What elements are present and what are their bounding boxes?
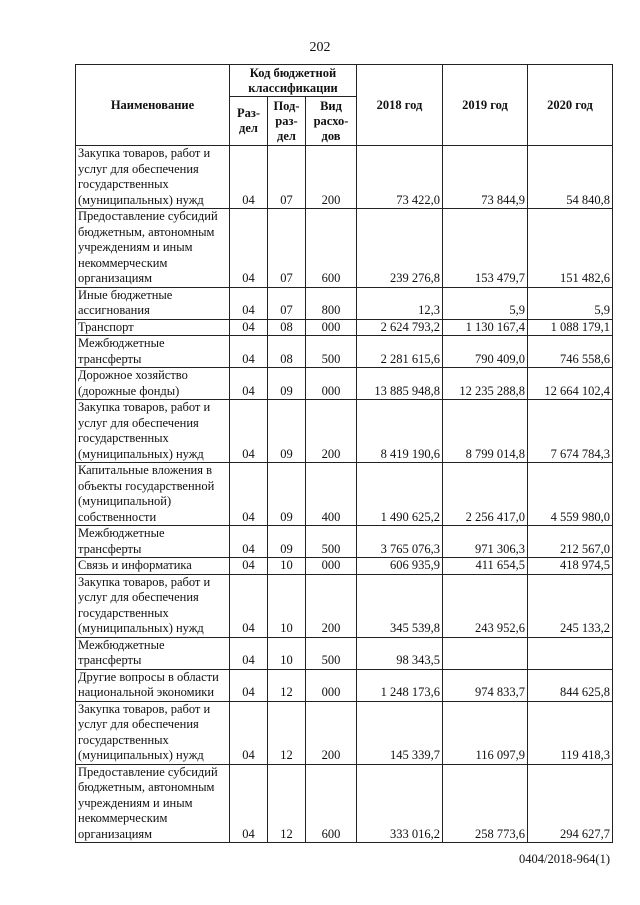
header-classification-code: Код бюджетной классификации (230, 65, 357, 97)
vid-cell: 200 (306, 400, 357, 463)
razdel-cell: 04 (230, 574, 268, 637)
row-name-cell: Предоставление субсидий бюджетным, автономным учреждениям и иным некоммерческим организациям (76, 209, 230, 288)
table-row (76, 574, 613, 637)
row-name-cell: Другие вопросы в области национальной экономики (76, 669, 230, 701)
amount-2020-cell: 151 482,6 (528, 209, 613, 288)
amount-2020-cell: 212 567,0 (528, 526, 613, 558)
amount-2019-cell: 12 235 288,8 (443, 368, 528, 400)
table-row (76, 463, 613, 526)
row-name-cell: Закупка товаров, работ и услуг для обеспечения государственных (муниципальных) нужд (76, 574, 230, 637)
amount-2020-cell: 418 974,5 (528, 558, 613, 575)
amount-2020-cell: 245 133,2 (528, 574, 613, 637)
vid-cell: 800 (306, 287, 357, 319)
podrazdel-cell: 10 (268, 558, 306, 575)
podrazdel-cell: 09 (268, 368, 306, 400)
vid-cell: 500 (306, 637, 357, 669)
podrazdel-cell: 12 (268, 764, 306, 843)
row-name-cell: Связь и информатика (76, 558, 230, 575)
amount-2018-cell: 239 276,8 (357, 209, 443, 288)
amount-2018-cell: 2 624 793,2 (357, 319, 443, 336)
header-name: Наименование (76, 65, 230, 146)
amount-2018-cell: 333 016,2 (357, 764, 443, 843)
vid-cell: 000 (306, 368, 357, 400)
header-2018: 2018 год (357, 65, 443, 146)
podrazdel-cell: 08 (268, 319, 306, 336)
row-name-cell: Капитальные вложения в объекты государственной (муниципальной) собственности (76, 463, 230, 526)
row-name-cell: Закупка товаров, работ и услуг для обеспечения государственных (муниципальных) нужд (76, 400, 230, 463)
row-name-cell: Иные бюджетные ассигнования (76, 287, 230, 319)
budget-table (75, 64, 613, 843)
razdel-cell: 04 (230, 764, 268, 843)
amount-2018-cell: 3 765 076,3 (357, 526, 443, 558)
amount-2020-cell: 4 559 980,0 (528, 463, 613, 526)
amount-2019-cell: 5,9 (443, 287, 528, 319)
podrazdel-cell: 07 (268, 287, 306, 319)
vid-cell: 400 (306, 463, 357, 526)
amount-2019-cell (443, 637, 528, 669)
podrazdel-cell: 12 (268, 669, 306, 701)
amount-2019-cell: 974 833,7 (443, 669, 528, 701)
row-name-cell: Закупка товаров, работ и услуг для обеспечения государственных (муниципальных) нужд (76, 146, 230, 209)
table-row (76, 669, 613, 701)
razdel-cell: 04 (230, 146, 268, 209)
vid-cell: 600 (306, 764, 357, 843)
vid-cell: 200 (306, 701, 357, 764)
vid-cell: 000 (306, 669, 357, 701)
amount-2019-cell: 258 773,6 (443, 764, 528, 843)
razdel-cell: 04 (230, 669, 268, 701)
table-row (76, 368, 613, 400)
amount-2018-cell: 1 248 173,6 (357, 669, 443, 701)
amount-2019-cell: 153 479,7 (443, 209, 528, 288)
podrazdel-cell: 08 (268, 336, 306, 368)
amount-2018-cell: 8 419 190,6 (357, 400, 443, 463)
amount-2019-cell: 243 952,6 (443, 574, 528, 637)
amount-2020-cell: 844 625,8 (528, 669, 613, 701)
row-name-cell: Транспорт (76, 319, 230, 336)
table-row (76, 146, 613, 209)
amount-2020-cell: 7 674 784,3 (528, 400, 613, 463)
page-number: 202 (309, 40, 331, 55)
header-2019: 2019 год (443, 65, 528, 146)
razdel-cell: 04 (230, 526, 268, 558)
podrazdel-cell: 07 (268, 209, 306, 288)
vid-cell: 200 (306, 574, 357, 637)
podrazdel-cell: 09 (268, 400, 306, 463)
podrazdel-cell: 09 (268, 463, 306, 526)
table-row (76, 400, 613, 463)
table-row (76, 209, 613, 288)
vid-cell: 200 (306, 146, 357, 209)
document-code: 0404/2018-964(1) (519, 852, 610, 866)
vid-cell: 000 (306, 319, 357, 336)
table-row (76, 637, 613, 669)
table-row (76, 319, 613, 336)
amount-2018-cell: 345 539,8 (357, 574, 443, 637)
vid-cell: 000 (306, 558, 357, 575)
razdel-cell: 04 (230, 319, 268, 336)
row-name-cell: Закупка товаров, работ и услуг для обеспечения государственных (муниципальных) нужд (76, 701, 230, 764)
row-name-cell: Межбюджетные трансферты (76, 336, 230, 368)
razdel-cell: 04 (230, 287, 268, 319)
amount-2018-cell: 73 422,0 (357, 146, 443, 209)
razdel-cell: 04 (230, 336, 268, 368)
vid-cell: 600 (306, 209, 357, 288)
podrazdel-cell: 09 (268, 526, 306, 558)
table-row (76, 287, 613, 319)
amount-2020-cell: 54 840,8 (528, 146, 613, 209)
header-razdel: Раз- дел (230, 97, 268, 146)
table-row (76, 701, 613, 764)
header-podrazdel: Под- раз- дел (268, 97, 306, 146)
amount-2018-cell: 12,3 (357, 287, 443, 319)
amount-2020-cell: 1 088 179,1 (528, 319, 613, 336)
row-name-cell: Межбюджетные трансферты (76, 526, 230, 558)
razdel-cell: 04 (230, 463, 268, 526)
amount-2019-cell: 8 799 014,8 (443, 400, 528, 463)
amount-2019-cell: 971 306,3 (443, 526, 528, 558)
amount-2020-cell: 294 627,7 (528, 764, 613, 843)
podrazdel-cell: 07 (268, 146, 306, 209)
header-vid-rashodov: Вид расхо- дов (306, 97, 357, 146)
amount-2018-cell: 145 339,7 (357, 701, 443, 764)
razdel-cell: 04 (230, 400, 268, 463)
amount-2019-cell: 2 256 417,0 (443, 463, 528, 526)
podrazdel-cell: 10 (268, 574, 306, 637)
table-body (76, 146, 613, 843)
amount-2018-cell: 606 935,9 (357, 558, 443, 575)
razdel-cell: 04 (230, 368, 268, 400)
row-name-cell: Дорожное хозяйство (дорожные фонды) (76, 368, 230, 400)
table-row (76, 526, 613, 558)
amount-2020-cell (528, 637, 613, 669)
amount-2019-cell: 790 409,0 (443, 336, 528, 368)
amount-2020-cell: 746 558,6 (528, 336, 613, 368)
row-name-cell: Предоставление субсидий бюджетным, автономным учреждениям и иным некоммерческим организациям (76, 764, 230, 843)
amount-2018-cell: 98 343,5 (357, 637, 443, 669)
table-row (76, 558, 613, 575)
header-2020: 2020 год (528, 65, 613, 146)
amount-2020-cell: 119 418,3 (528, 701, 613, 764)
vid-cell: 500 (306, 336, 357, 368)
amount-2020-cell: 5,9 (528, 287, 613, 319)
amount-2019-cell: 411 654,5 (443, 558, 528, 575)
vid-cell: 500 (306, 526, 357, 558)
amount-2018-cell: 13 885 948,8 (357, 368, 443, 400)
podrazdel-cell: 12 (268, 701, 306, 764)
razdel-cell: 04 (230, 209, 268, 288)
amount-2018-cell: 1 490 625,2 (357, 463, 443, 526)
razdel-cell: 04 (230, 637, 268, 669)
podrazdel-cell: 10 (268, 637, 306, 669)
amount-2018-cell: 2 281 615,6 (357, 336, 443, 368)
table-row (76, 336, 613, 368)
amount-2019-cell: 73 844,9 (443, 146, 528, 209)
razdel-cell: 04 (230, 701, 268, 764)
amount-2019-cell: 116 097,9 (443, 701, 528, 764)
razdel-cell: 04 (230, 558, 268, 575)
row-name-cell: Межбюджетные трансферты (76, 637, 230, 669)
amount-2019-cell: 1 130 167,4 (443, 319, 528, 336)
table-row (76, 764, 613, 843)
amount-2020-cell: 12 664 102,4 (528, 368, 613, 400)
